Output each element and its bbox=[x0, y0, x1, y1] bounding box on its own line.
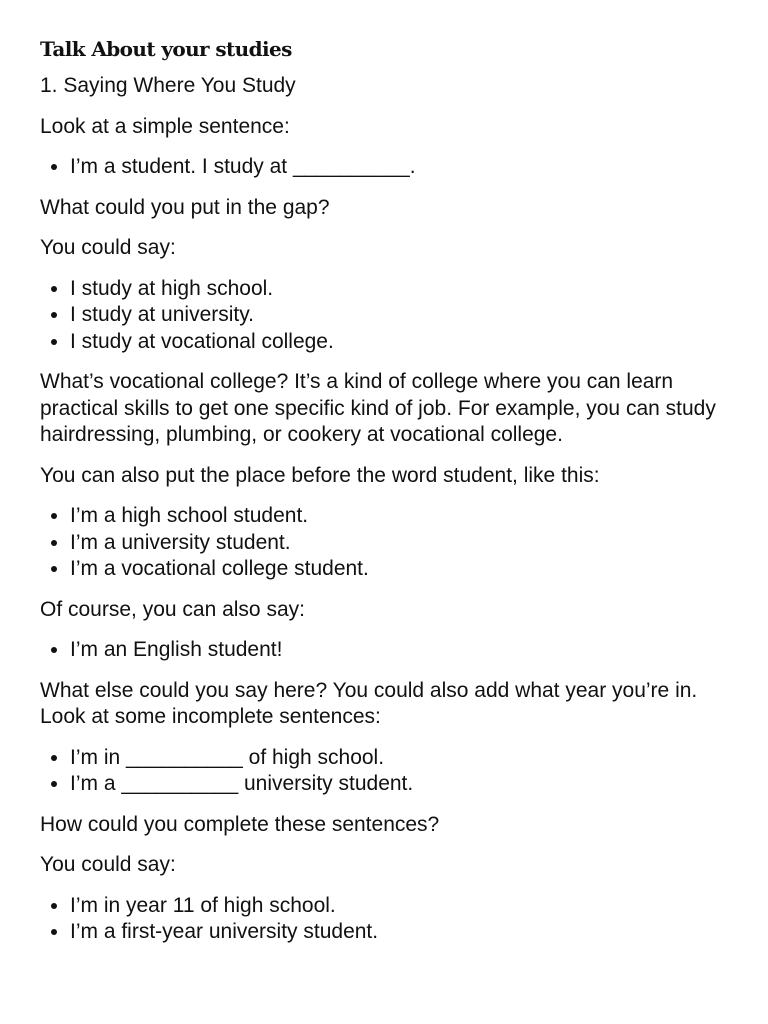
paragraph: Of course, you can also say: bbox=[40, 597, 305, 621]
paragraph: You can also put the place before the word student, like this: bbox=[40, 463, 600, 487]
list-item: • I’m a high school student. bbox=[70, 503, 730, 530]
page-title: Talk About your studies bbox=[40, 37, 292, 61]
paragraph: What’s vocational college? It’s a kind of college where you can learn practical skills to get one specific kind of job. For example, you can study hairdressing, plumbing, or cookery at vocational college. bbox=[40, 370, 716, 446]
section-heading: 1. Saying Where You Study bbox=[40, 74, 296, 97]
bullet-list bbox=[40, 893, 730, 946]
list-item: • I’m a university student. bbox=[70, 530, 730, 557]
list-item: • I study at vocational college. bbox=[70, 329, 730, 356]
list-item: • I study at university. bbox=[70, 302, 730, 329]
list-item: • I’m a __________ university student. bbox=[70, 771, 730, 798]
paragraph: What else could you say here? You could also add what year you’re in. Look at some incomplete sentences: bbox=[40, 678, 698, 728]
list-item: • I’m an English student! bbox=[70, 637, 730, 664]
list-item: • I’m a first-year university student. bbox=[70, 919, 730, 946]
paragraph: You could say: bbox=[40, 853, 176, 876]
list-item: • I study at high school. bbox=[70, 276, 730, 303]
list-item: • I’m a student. I study at __________. bbox=[70, 154, 730, 181]
list-item: • I’m a vocational college student. bbox=[70, 556, 730, 583]
paragraph: What could you put in the gap? bbox=[40, 195, 330, 219]
bullet-list bbox=[40, 154, 730, 181]
bullet-list bbox=[40, 637, 730, 664]
bullet-list bbox=[40, 276, 730, 356]
list-item: • I’m in year 11 of high school. bbox=[70, 893, 730, 920]
bullet-list bbox=[40, 745, 730, 798]
paragraph: Look at a simple sentence: bbox=[40, 114, 290, 138]
paragraph: You could say: bbox=[40, 236, 176, 259]
document-page bbox=[40, 34, 730, 960]
list-item: • I’m in __________ of high school. bbox=[70, 745, 730, 772]
paragraph: How could you complete these sentences? bbox=[40, 812, 440, 836]
bullet-list bbox=[40, 503, 730, 583]
